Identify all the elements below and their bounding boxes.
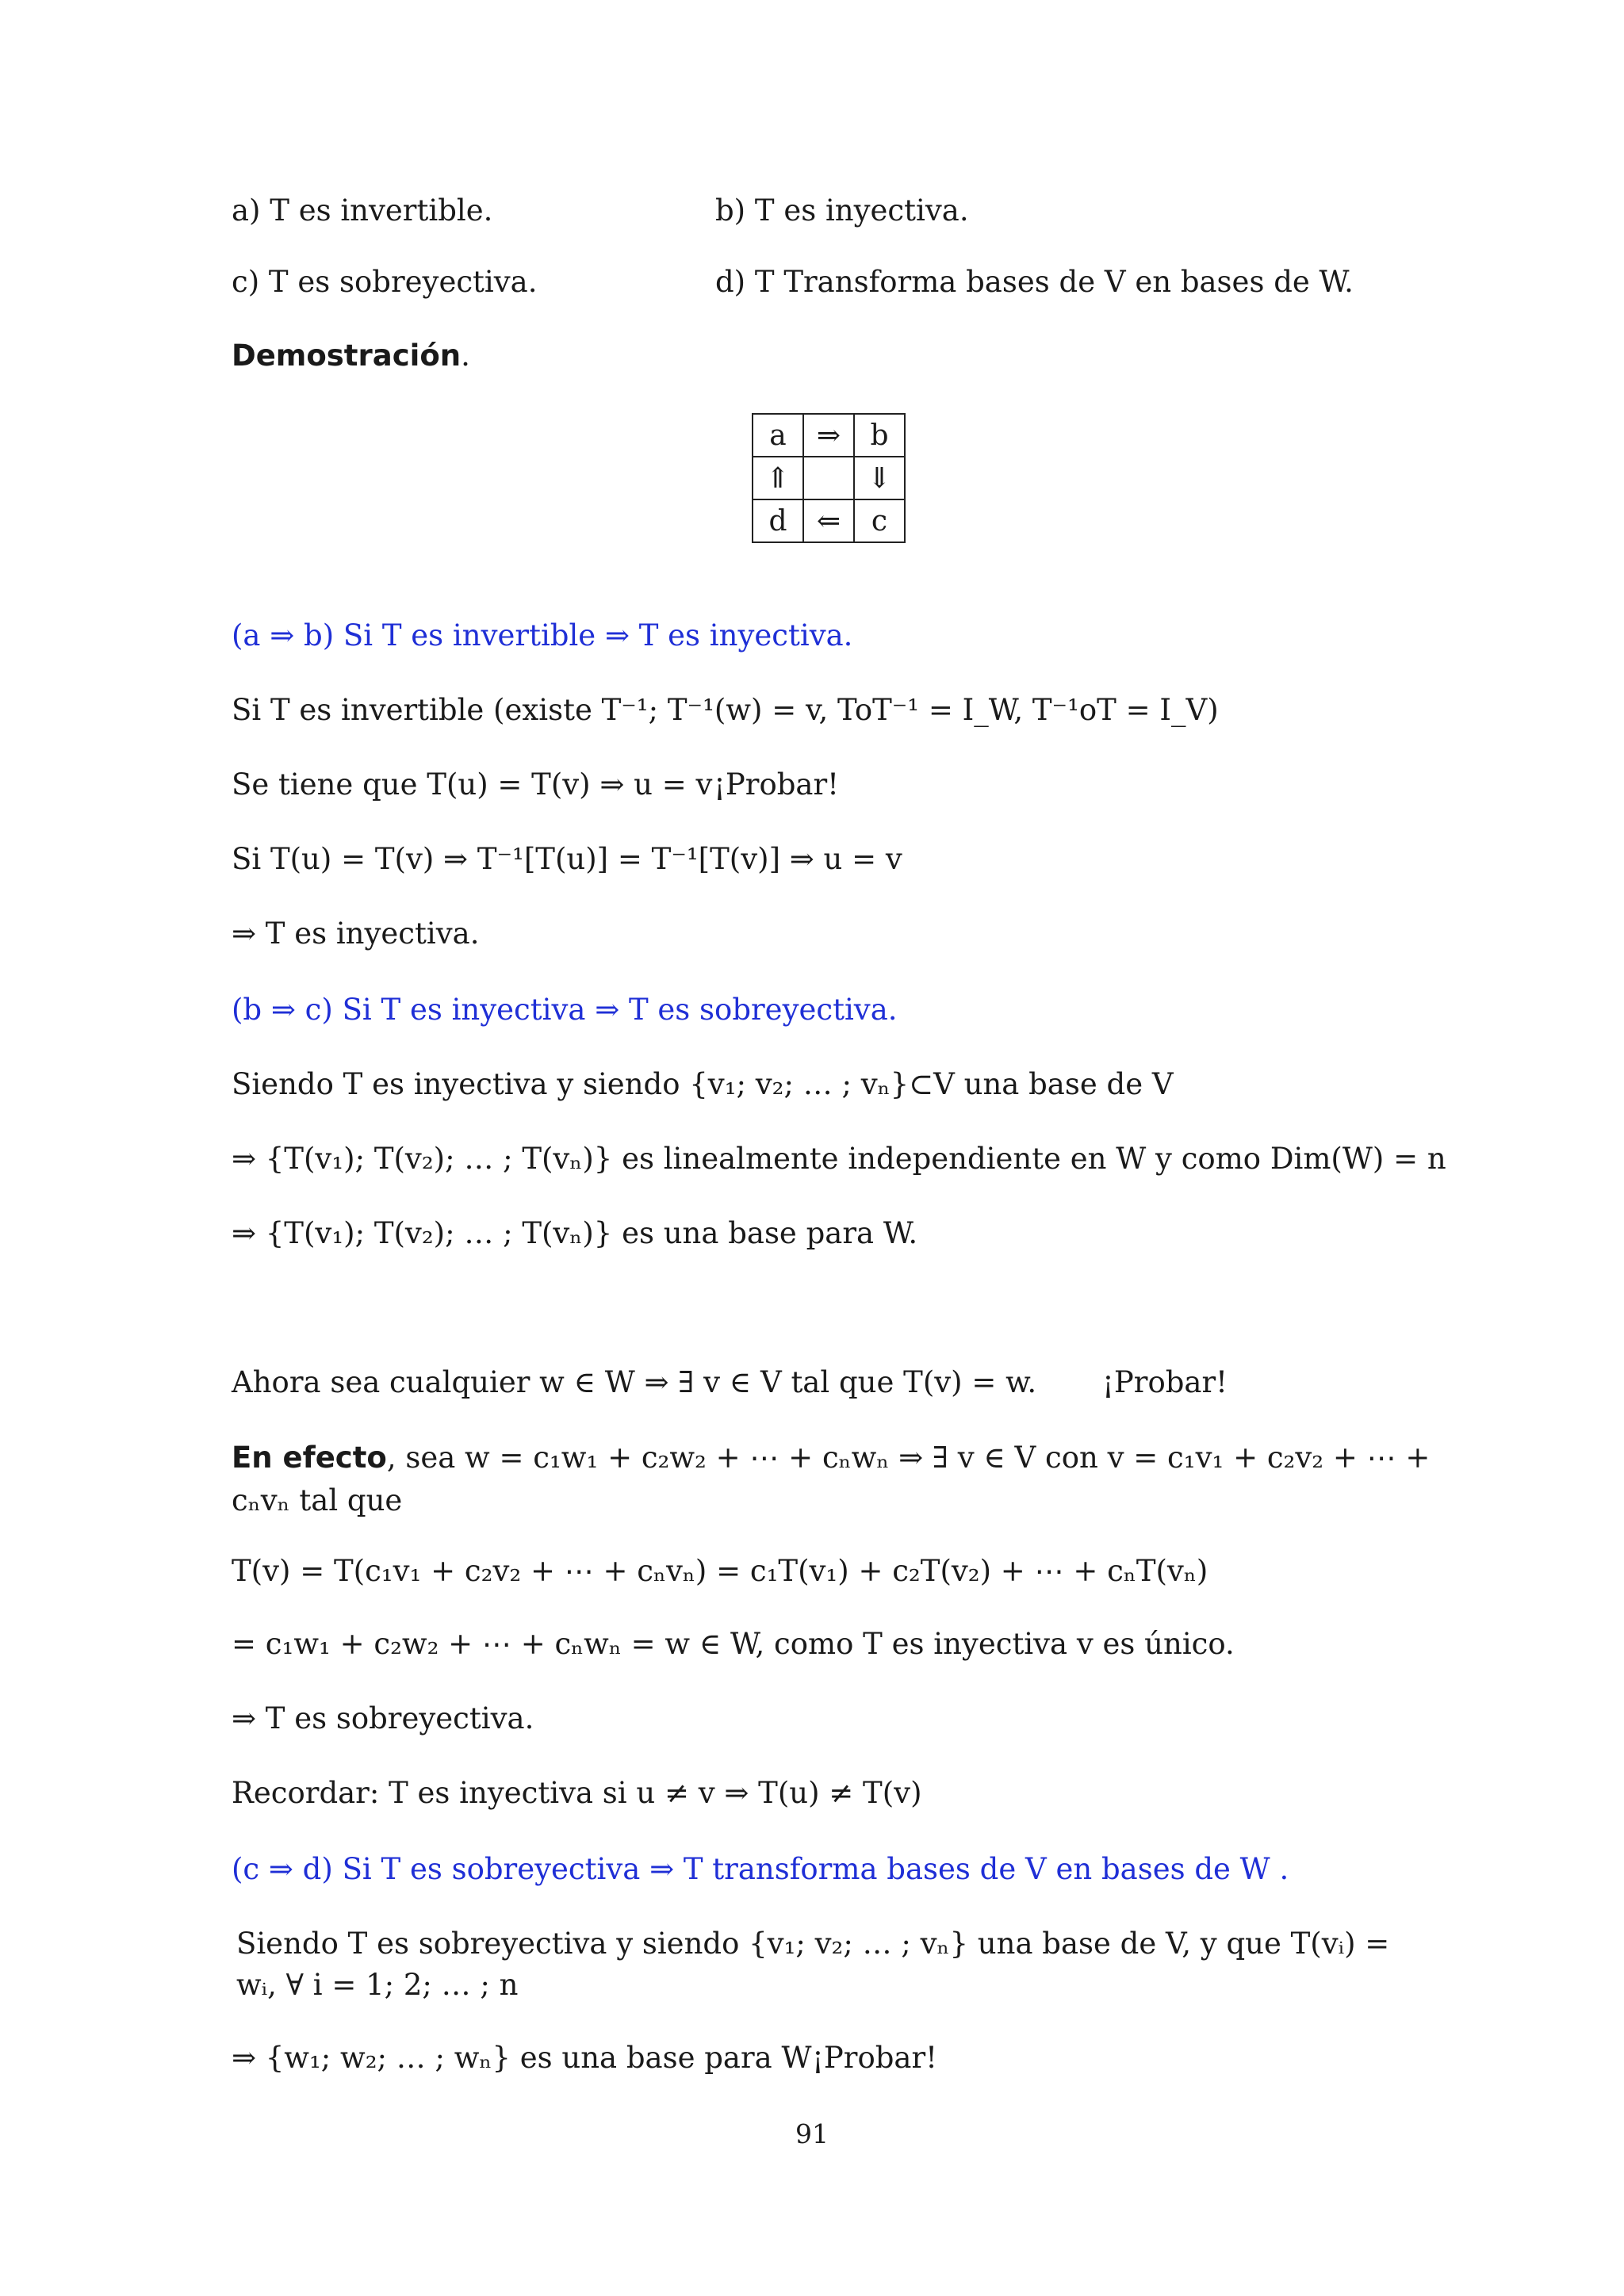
proof-line: Si T es invertible (existe T⁻¹; T⁻¹(w) = v, ToT⁻¹ = I_W, T⁻¹oT = I_V) [232,693,1219,727]
diagram-cell: c [854,499,905,542]
item-c: c) T es sobreyectiva. [232,265,538,299]
probar-note: ¡Probar! [812,2041,938,2075]
section-heading-a-b: (a ⇒ b) Si T es invertible ⇒ T es inyectiva. [232,618,853,652]
proof-line: ⇒ T es inyectiva. [232,916,480,951]
diagram-cell: b [854,414,905,457]
proof-line: Recordar: T es inyectiva si u ≠ v ⇒ T(u) ≠ T(v) [232,1776,922,1810]
item-b: b) T es inyectiva. [715,193,969,228]
implication-diagram [752,413,906,543]
demo-label: Demostración [232,339,462,373]
diagram-cell: d [753,499,803,542]
proof-line: T(v) = T(c₁v₁ + c₂v₂ + ⋯ + cₙvₙ) = c₁T(v₁) + c₂T(v₂) + ⋯ + cₙT(vₙ) [232,1554,1208,1588]
proof-line: ⇒ {T(v₁); T(v₂); … ; T(vₙ)} es linealmente independiente en W y como Dim(W) = n [232,1142,1446,1176]
en-efecto-label: En efecto [232,1441,387,1475]
proof-line: Si T(u) = T(v) ⇒ T⁻¹[T(u)] = T⁻¹[T(v)] ⇒ u = v [232,842,902,876]
diagram-cell [803,457,854,499]
proof-line: Se tiene que T(u) = T(v) ⇒ u = v [232,767,713,802]
proof-line [232,1437,1434,1522]
diagram-cell: ⇑ [753,457,803,499]
proof-line: ⇒ {T(v₁); T(v₂); … ; T(vₙ)} es una base para W. [232,1216,918,1250]
probar-note: ¡Probar! [1102,1365,1228,1399]
section-heading-c-d: (c ⇒ d) Si T es sobreyectiva ⇒ T transforma bases de V en bases de W . [232,1852,1289,1886]
proof-text: , sea w = c₁w₁ + c₂w₂ + ⋯ + cₙwₙ ⇒ ∃ v ∈ V con v = c₁v₁ + c₂v₂ + ⋯ + cₙvₙ tal que [232,1441,1431,1517]
proof-line: Siendo T es sobreyectiva y siendo {v₁; v₂; … ; vₙ} una base de V, y que T(vᵢ) = wᵢ, ∀ i = 1; 2; … ; n [236,1927,1390,2002]
probar-note: ¡Probar! [714,767,840,802]
demo-dot: . [461,339,470,373]
page-number: 91 [795,2118,829,2149]
diagram-cell: ⇒ [803,414,854,457]
diagram-cell: a [753,414,803,457]
proof-line: ⇒ {w₁; w₂; … ; wₙ} es una base para W [232,2041,812,2075]
section-heading-b-c: (b ⇒ c) Si T es inyectiva ⇒ T es sobreyectiva. [232,993,898,1027]
proof-line: Ahora sea cualquier w ∈ W ⇒ ∃ v ∈ V tal que T(v) = w. [232,1365,1037,1399]
demo-heading [232,335,1434,377]
item-d: d) T Transforma bases de V en bases de W. [715,265,1354,299]
diagram-cell: ⇓ [854,457,905,499]
proof-line: Siendo T es inyectiva y siendo {v₁; v₂; … ; vₙ}⊂V una base de V [232,1067,1174,1101]
diagram-cell: ⇐ [803,499,854,542]
proof-line: = c₁w₁ + c₂w₂ + ⋯ + cₙwₙ = w ∈ W, como T es inyectiva v es único. [232,1627,1235,1661]
proof-line: ⇒ T es sobreyectiva. [232,1701,534,1735]
item-a: a) T es invertible. [232,193,493,228]
